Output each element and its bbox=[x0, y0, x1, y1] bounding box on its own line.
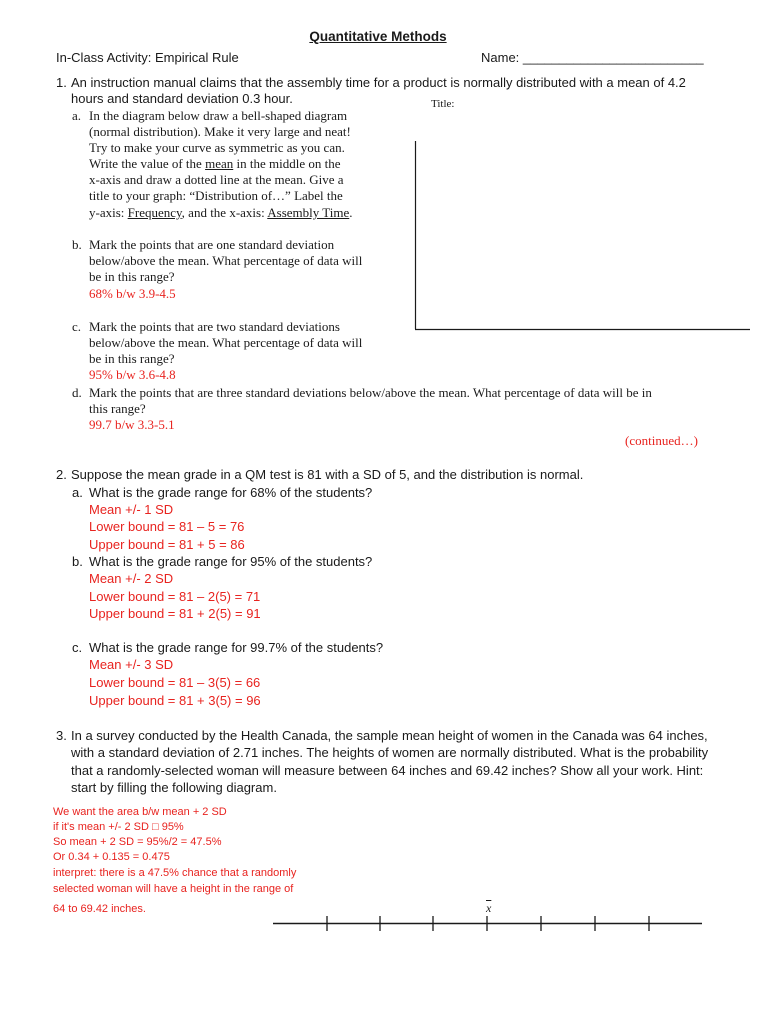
q1-stem-line2: hours and standard deviation 0.3 hour. bbox=[71, 91, 293, 106]
q2c-answer2: Lower bound = 81 – 3(5) = 66 bbox=[89, 675, 261, 690]
q2c-question: What is the grade range for 99.7% of the students? bbox=[89, 640, 384, 655]
continued-note: (continued…) bbox=[625, 433, 698, 448]
q3-answer-line7: 64 to 69.42 inches. bbox=[53, 903, 146, 915]
activity-title: In-Class Activity: Empirical Rule bbox=[56, 50, 239, 65]
q3-line3: that a randomly-selected woman will measure between 64 inches and 69.42 inches? Show all your work. Hint: bbox=[71, 763, 704, 778]
q2a-answer2: Lower bound = 81 – 5 = 76 bbox=[89, 519, 245, 534]
q1d-letter: d. bbox=[72, 385, 82, 400]
q1a-line3: Try to make your curve as symmetric as you can. bbox=[89, 140, 345, 155]
q3-answer-line6: selected woman will have a height in the range of bbox=[53, 883, 294, 895]
q2a-answer1: Mean +/- 1 SD bbox=[89, 502, 174, 517]
q1d-line1: Mark the points that are three standard deviations below/above the mean. What percentage of data will be in bbox=[89, 385, 652, 400]
q2b-answer3: Upper bound = 81 + 2(5) = 91 bbox=[89, 606, 261, 621]
q2c-answer1: Mean +/- 3 SD bbox=[89, 657, 174, 672]
q1c-line2: below/above the mean. What percentage of data will bbox=[89, 335, 363, 350]
q2b-question: What is the grade range for 95% of the students? bbox=[89, 554, 373, 569]
q1b-line1: Mark the points that are one standard deviation bbox=[89, 237, 335, 252]
q1b-answer: 68% b/w 3.9-4.5 bbox=[89, 286, 176, 301]
q3-answer-line1: We want the area b/w mean + 2 SD bbox=[53, 806, 227, 818]
q1a-line1: In the diagram below draw a bell-shaped diagram bbox=[89, 108, 348, 123]
q1d-line2: this range? bbox=[89, 401, 146, 416]
q1b-line3: be in this range? bbox=[89, 269, 175, 284]
q1a-line4: Write the value of the mean in the middle on the bbox=[89, 156, 341, 171]
q1c-answer: 95% b/w 3.6-4.8 bbox=[89, 367, 176, 382]
q3-answer-line5: interpret: there is a 47.5% chance that a randomly bbox=[53, 867, 297, 879]
q1b-letter: b. bbox=[72, 237, 82, 252]
q2a-letter: a. bbox=[72, 485, 83, 500]
q1a-letter: a. bbox=[72, 108, 82, 123]
q1c-letter: c. bbox=[72, 319, 82, 334]
q1b-line2: below/above the mean. What percentage of data will bbox=[89, 253, 363, 268]
q3-answer-line2: if it's mean +/- 2 SD □ 95% bbox=[53, 821, 184, 833]
q3-line4: start by filling the following diagram. bbox=[71, 780, 277, 795]
q3-answer-line4: Or 0.34 + 0.135 = 0.475 bbox=[53, 851, 170, 863]
q3-line2: with a standard deviation of 2.71 inches. The heights of women are normally distributed. What is the probability bbox=[71, 745, 709, 760]
q2-stem: Suppose the mean grade in a QM test is 81 with a SD of 5, and the distribution is normal. bbox=[71, 467, 584, 482]
q1-number: 1. bbox=[56, 75, 67, 90]
q3-answer-line3: So mean + 2 SD = 95%/2 = 47.5% bbox=[53, 836, 222, 848]
q1a-line5: x-axis and draw a dotted line at the mean. Give a bbox=[89, 172, 344, 187]
q1c-line1: Mark the points that are two standard deviations bbox=[89, 319, 340, 334]
q2c-answer3: Upper bound = 81 + 3(5) = 96 bbox=[89, 693, 261, 708]
q3-line1: In a survey conducted by the Health Canada, the sample mean height of women in the Canada was 64 inches, bbox=[71, 728, 708, 743]
name-field[interactable]: Name: _________________________ bbox=[481, 50, 704, 65]
page-title: Quantitative Methods bbox=[309, 29, 447, 44]
q1a-line7: y-axis: Frequency, and the x-axis: Assembly Time. bbox=[89, 205, 353, 220]
q2b-answer1: Mean +/- 2 SD bbox=[89, 571, 174, 586]
q2a-answer3: Upper bound = 81 + 5 = 86 bbox=[89, 537, 245, 552]
q2c-letter: c. bbox=[72, 640, 83, 655]
q1d-answer: 99.7 b/w 3.3-5.1 bbox=[89, 417, 175, 432]
q1a-line6: title to your graph: “Distribution of…” Label the bbox=[89, 188, 343, 203]
q1a-line2: (normal distribution). Make it very large and neat! bbox=[89, 124, 351, 139]
q2-number: 2. bbox=[56, 467, 67, 482]
q1-stem-line1: An instruction manual claims that the assembly time for a product is normally distributed with a mean of 4.2 bbox=[71, 75, 686, 90]
q3-number: 3. bbox=[56, 728, 67, 743]
q2b-answer2: Lower bound = 81 – 2(5) = 71 bbox=[89, 589, 261, 604]
mean-x-bar-label: $\overline{x}$ bbox=[486, 901, 492, 915]
q2a-question: What is the grade range for 68% of the students? bbox=[89, 485, 373, 500]
graph-title-label: Title: bbox=[431, 98, 455, 110]
q2b-letter: b. bbox=[72, 554, 83, 569]
q1c-line3: be in this range? bbox=[89, 351, 175, 366]
